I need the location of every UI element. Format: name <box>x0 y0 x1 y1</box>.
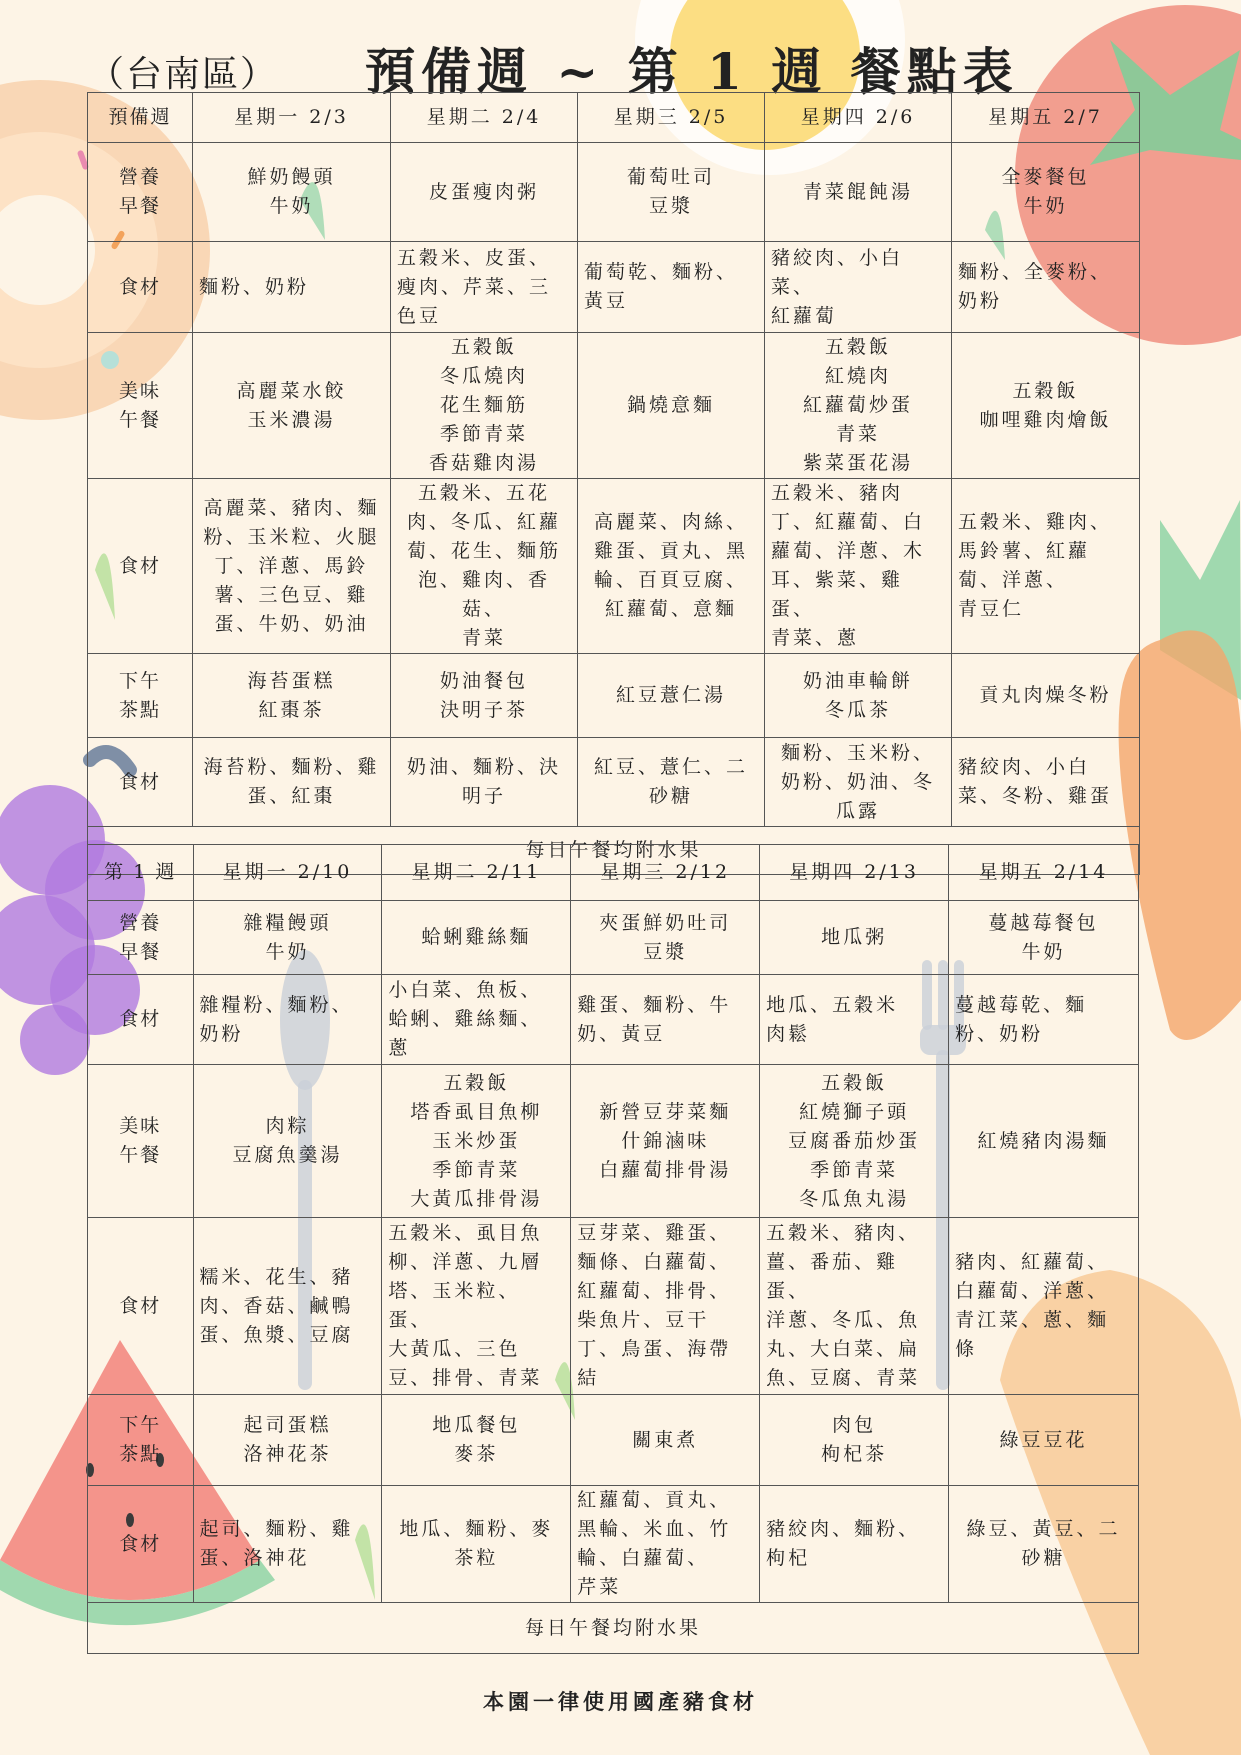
menu-cell: 肉粽 豆腐魚羹湯 <box>193 1065 382 1218</box>
menu-cell: 蔓越莓餐包 牛奶 <box>949 901 1139 975</box>
menu-cell: 起司、麵粉、雞 蛋、洛神花 <box>193 1486 382 1603</box>
menu-cell: 關東煮 <box>571 1395 760 1486</box>
menu-cell: 五穀米、豬肉 丁、紅蘿蔔、白 蘿蔔、洋蔥、木 耳、紫菜、雞蛋、 青菜、蔥 <box>765 479 952 654</box>
menu-cell: 地瓜餐包 麥茶 <box>382 1395 571 1486</box>
menu-cell: 皮蛋瘦肉粥 <box>391 143 578 242</box>
day-header: 星期二 2/11 <box>382 845 571 901</box>
menu-cell: 蛤蜊雞絲麵 <box>382 901 571 975</box>
menu-row-snack <box>88 1395 1139 1486</box>
menu-row-lunch-ingredients <box>88 479 1140 654</box>
menu-cell: 豬絞肉、小白菜、 紅蘿蔔 <box>765 242 952 333</box>
menu-row-lunch-ingredients <box>88 1218 1139 1395</box>
menu-cell: 高麗菜、豬肉、麵 粉、玉米粒、火腿 丁、洋蔥、馬鈴 薯、三色豆、雞 蛋、牛奶、奶油 <box>193 479 391 654</box>
menu-cell: 豬絞肉、麵粉、 枸杞 <box>760 1486 949 1603</box>
region-label: （台南區） <box>88 54 279 95</box>
menu-cell: 五穀飯 咖哩雞肉燴飯 <box>952 333 1140 479</box>
menu-row-breakfast-ingredients <box>88 242 1140 333</box>
menu-row-snack-ingredients <box>88 1486 1139 1603</box>
menu-cell: 紅豆薏仁湯 <box>578 654 765 738</box>
menu-cell: 雜糧粉、麵粉、 奶粉 <box>193 975 382 1065</box>
menu-cell: 豬絞肉、小白 菜、冬粉、雞蛋 <box>952 738 1140 827</box>
menu-cell: 新營豆芽菜麵 什錦滷味 白蘿蔔排骨湯 <box>571 1065 760 1218</box>
row-label: 營養 早餐 <box>88 901 194 975</box>
row-label: 下午 茶點 <box>88 654 193 738</box>
menu-cell: 小白菜、魚板、 蛤蜊、雞絲麵、 蔥 <box>382 975 571 1065</box>
menu-cell: 五穀米、皮蛋、 瘦肉、芹菜、三 色豆 <box>391 242 578 333</box>
menu-cell: 鍋燒意麵 <box>578 333 765 479</box>
row-label: 食材 <box>88 242 193 333</box>
fruit-note: 每日午餐均附水果 <box>88 827 1140 875</box>
week-label: 第 1 週 <box>88 845 194 901</box>
menu-cell: 五穀飯 紅燒肉 紅蘿蔔炒蛋 青菜 紫菜蛋花湯 <box>765 333 952 479</box>
page-title: 預備週 ~ 第 1 週 餐點表 <box>365 42 1019 101</box>
menu-row-lunch <box>88 333 1140 479</box>
day-header: 星期三 2/5 <box>578 93 765 143</box>
menu-cell: 起司蛋糕 洛神花茶 <box>193 1395 382 1486</box>
row-label: 食材 <box>88 975 194 1065</box>
menu-cell: 夾蛋鮮奶吐司 豆漿 <box>571 901 760 975</box>
menu-cell: 五穀米、五花 肉、冬瓜、紅蘿 蔔、花生、麵筋 泡、雞肉、香菇、 青菜 <box>391 479 578 654</box>
day-header: 星期五 2/14 <box>949 845 1139 901</box>
menu-cell: 貢丸肉燥冬粉 <box>952 654 1140 738</box>
row-label: 食材 <box>88 1486 194 1603</box>
menu-cell: 五穀飯 塔香虱目魚柳 玉米炒蛋 季節青菜 大黃瓜排骨湯 <box>382 1065 571 1218</box>
day-header-row <box>88 845 1139 901</box>
menu-cell: 地瓜、麵粉、麥 茶粒 <box>382 1486 571 1603</box>
menu-cell: 五穀飯 冬瓜燒肉 花生麵筋 季節青菜 香菇雞肉湯 <box>391 333 578 479</box>
week-label: 預備週 <box>88 93 193 143</box>
menu-cell: 五穀米、雞肉、 馬鈴薯、紅蘿 蔔、洋蔥、 青豆仁 <box>952 479 1140 654</box>
week-menu-table <box>87 844 1139 1654</box>
row-label: 食材 <box>88 1218 194 1395</box>
day-header: 星期一 2/3 <box>193 93 391 143</box>
day-header-row <box>88 93 1140 143</box>
menu-cell: 紅豆、薏仁、二 砂糖 <box>578 738 765 827</box>
menu-cell: 葡萄乾、麵粉、 黃豆 <box>578 242 765 333</box>
menu-row-snack-ingredients <box>88 738 1140 827</box>
menu-cell: 地瓜、五穀米 肉鬆 <box>760 975 949 1065</box>
row-label: 美味 午餐 <box>88 1065 194 1218</box>
menu-cell: 地瓜粥 <box>760 901 949 975</box>
menu-cell: 海苔蛋糕 紅棗茶 <box>193 654 391 738</box>
menu-cell: 奶油車輪餅 冬瓜茶 <box>765 654 952 738</box>
menu-cell: 蔓越莓乾、麵 粉、奶粉 <box>949 975 1139 1065</box>
menu-cell: 五穀米、豬肉、 薑、番茄、雞蛋、 洋蔥、冬瓜、魚 丸、大白菜、扁 魚、豆腐、青菜 <box>760 1218 949 1395</box>
day-header: 星期二 2/4 <box>391 93 578 143</box>
menu-cell: 海苔粉、麵粉、雞 蛋、紅棗 <box>193 738 391 827</box>
menu-row-snack <box>88 654 1140 738</box>
day-header: 星期一 2/10 <box>193 845 382 901</box>
menu-row-breakfast <box>88 143 1140 242</box>
menu-cell: 雜糧饅頭 牛奶 <box>193 901 382 975</box>
menu-cell: 紅燒豬肉湯麵 <box>949 1065 1139 1218</box>
menu-cell: 豆芽菜、雞蛋、 麵條、白蘿蔔、 紅蘿蔔、排骨、 柴魚片、豆干 丁、鳥蛋、海帶 結 <box>571 1218 760 1395</box>
footer-note: 本園一律使用國產豬食材 <box>483 1689 758 1714</box>
menu-row-breakfast-ingredients <box>88 975 1139 1065</box>
row-label: 食材 <box>88 738 193 827</box>
menu-cell: 五穀飯 紅燒獅子頭 豆腐番茄炒蛋 季節青菜 冬瓜魚丸湯 <box>760 1065 949 1218</box>
day-header: 星期四 2/6 <box>765 93 952 143</box>
row-label: 下午 茶點 <box>88 1395 194 1486</box>
menu-cell: 綠豆、黃豆、二 砂糖 <box>949 1486 1139 1603</box>
menu-cell: 紅蘿蔔、貢丸、 黑輪、米血、竹 輪、白蘿蔔、 芹菜 <box>571 1486 760 1603</box>
menu-row-breakfast <box>88 901 1139 975</box>
menu-cell: 雞蛋、麵粉、牛 奶、黃豆 <box>571 975 760 1065</box>
fruit-note: 每日午餐均附水果 <box>88 1603 1139 1654</box>
menu-cell: 麵粉、奶粉 <box>193 242 391 333</box>
week-menu-table <box>87 92 1140 875</box>
menu-cell: 全麥餐包 牛奶 <box>952 143 1140 242</box>
menu-cell: 高麗菜水餃 玉米濃湯 <box>193 333 391 479</box>
menu-cell: 奶油餐包 決明子茶 <box>391 654 578 738</box>
menu-row-lunch <box>88 1065 1139 1218</box>
menu-cell: 豬肉、紅蘿蔔、 白蘿蔔、洋蔥、 青江菜、蔥、麵 條 <box>949 1218 1139 1395</box>
menu-cell: 鮮奶饅頭 牛奶 <box>193 143 391 242</box>
menu-cell: 綠豆豆花 <box>949 1395 1139 1486</box>
menu-cell: 糯米、花生、豬 肉、香菇、鹹鴨 蛋、魚漿、豆腐 <box>193 1218 382 1395</box>
menu-cell: 葡萄吐司 豆漿 <box>578 143 765 242</box>
day-header: 星期五 2/7 <box>952 93 1140 143</box>
row-label: 食材 <box>88 479 193 654</box>
menu-cell: 麵粉、玉米粉、 奶粉、奶油、冬 瓜露 <box>765 738 952 827</box>
menu-cell: 麵粉、全麥粉、 奶粉 <box>952 242 1140 333</box>
row-label: 美味 午餐 <box>88 333 193 479</box>
menu-cell: 高麗菜、肉絲、 雞蛋、貢丸、黑 輪、百頁豆腐、 紅蘿蔔、意麵 <box>578 479 765 654</box>
menu-cell: 青菜餛飩湯 <box>765 143 952 242</box>
menu-cell: 奶油、麵粉、決 明子 <box>391 738 578 827</box>
menu-cell: 五穀米、虱目魚 柳、洋蔥、九層 塔、玉米粒、蛋、 大黃瓜、三色 豆、排骨、青菜 <box>382 1218 571 1395</box>
day-header: 星期三 2/12 <box>571 845 760 901</box>
row-label: 營養 早餐 <box>88 143 193 242</box>
menu-cell: 肉包 枸杞茶 <box>760 1395 949 1486</box>
day-header: 星期四 2/13 <box>760 845 949 901</box>
